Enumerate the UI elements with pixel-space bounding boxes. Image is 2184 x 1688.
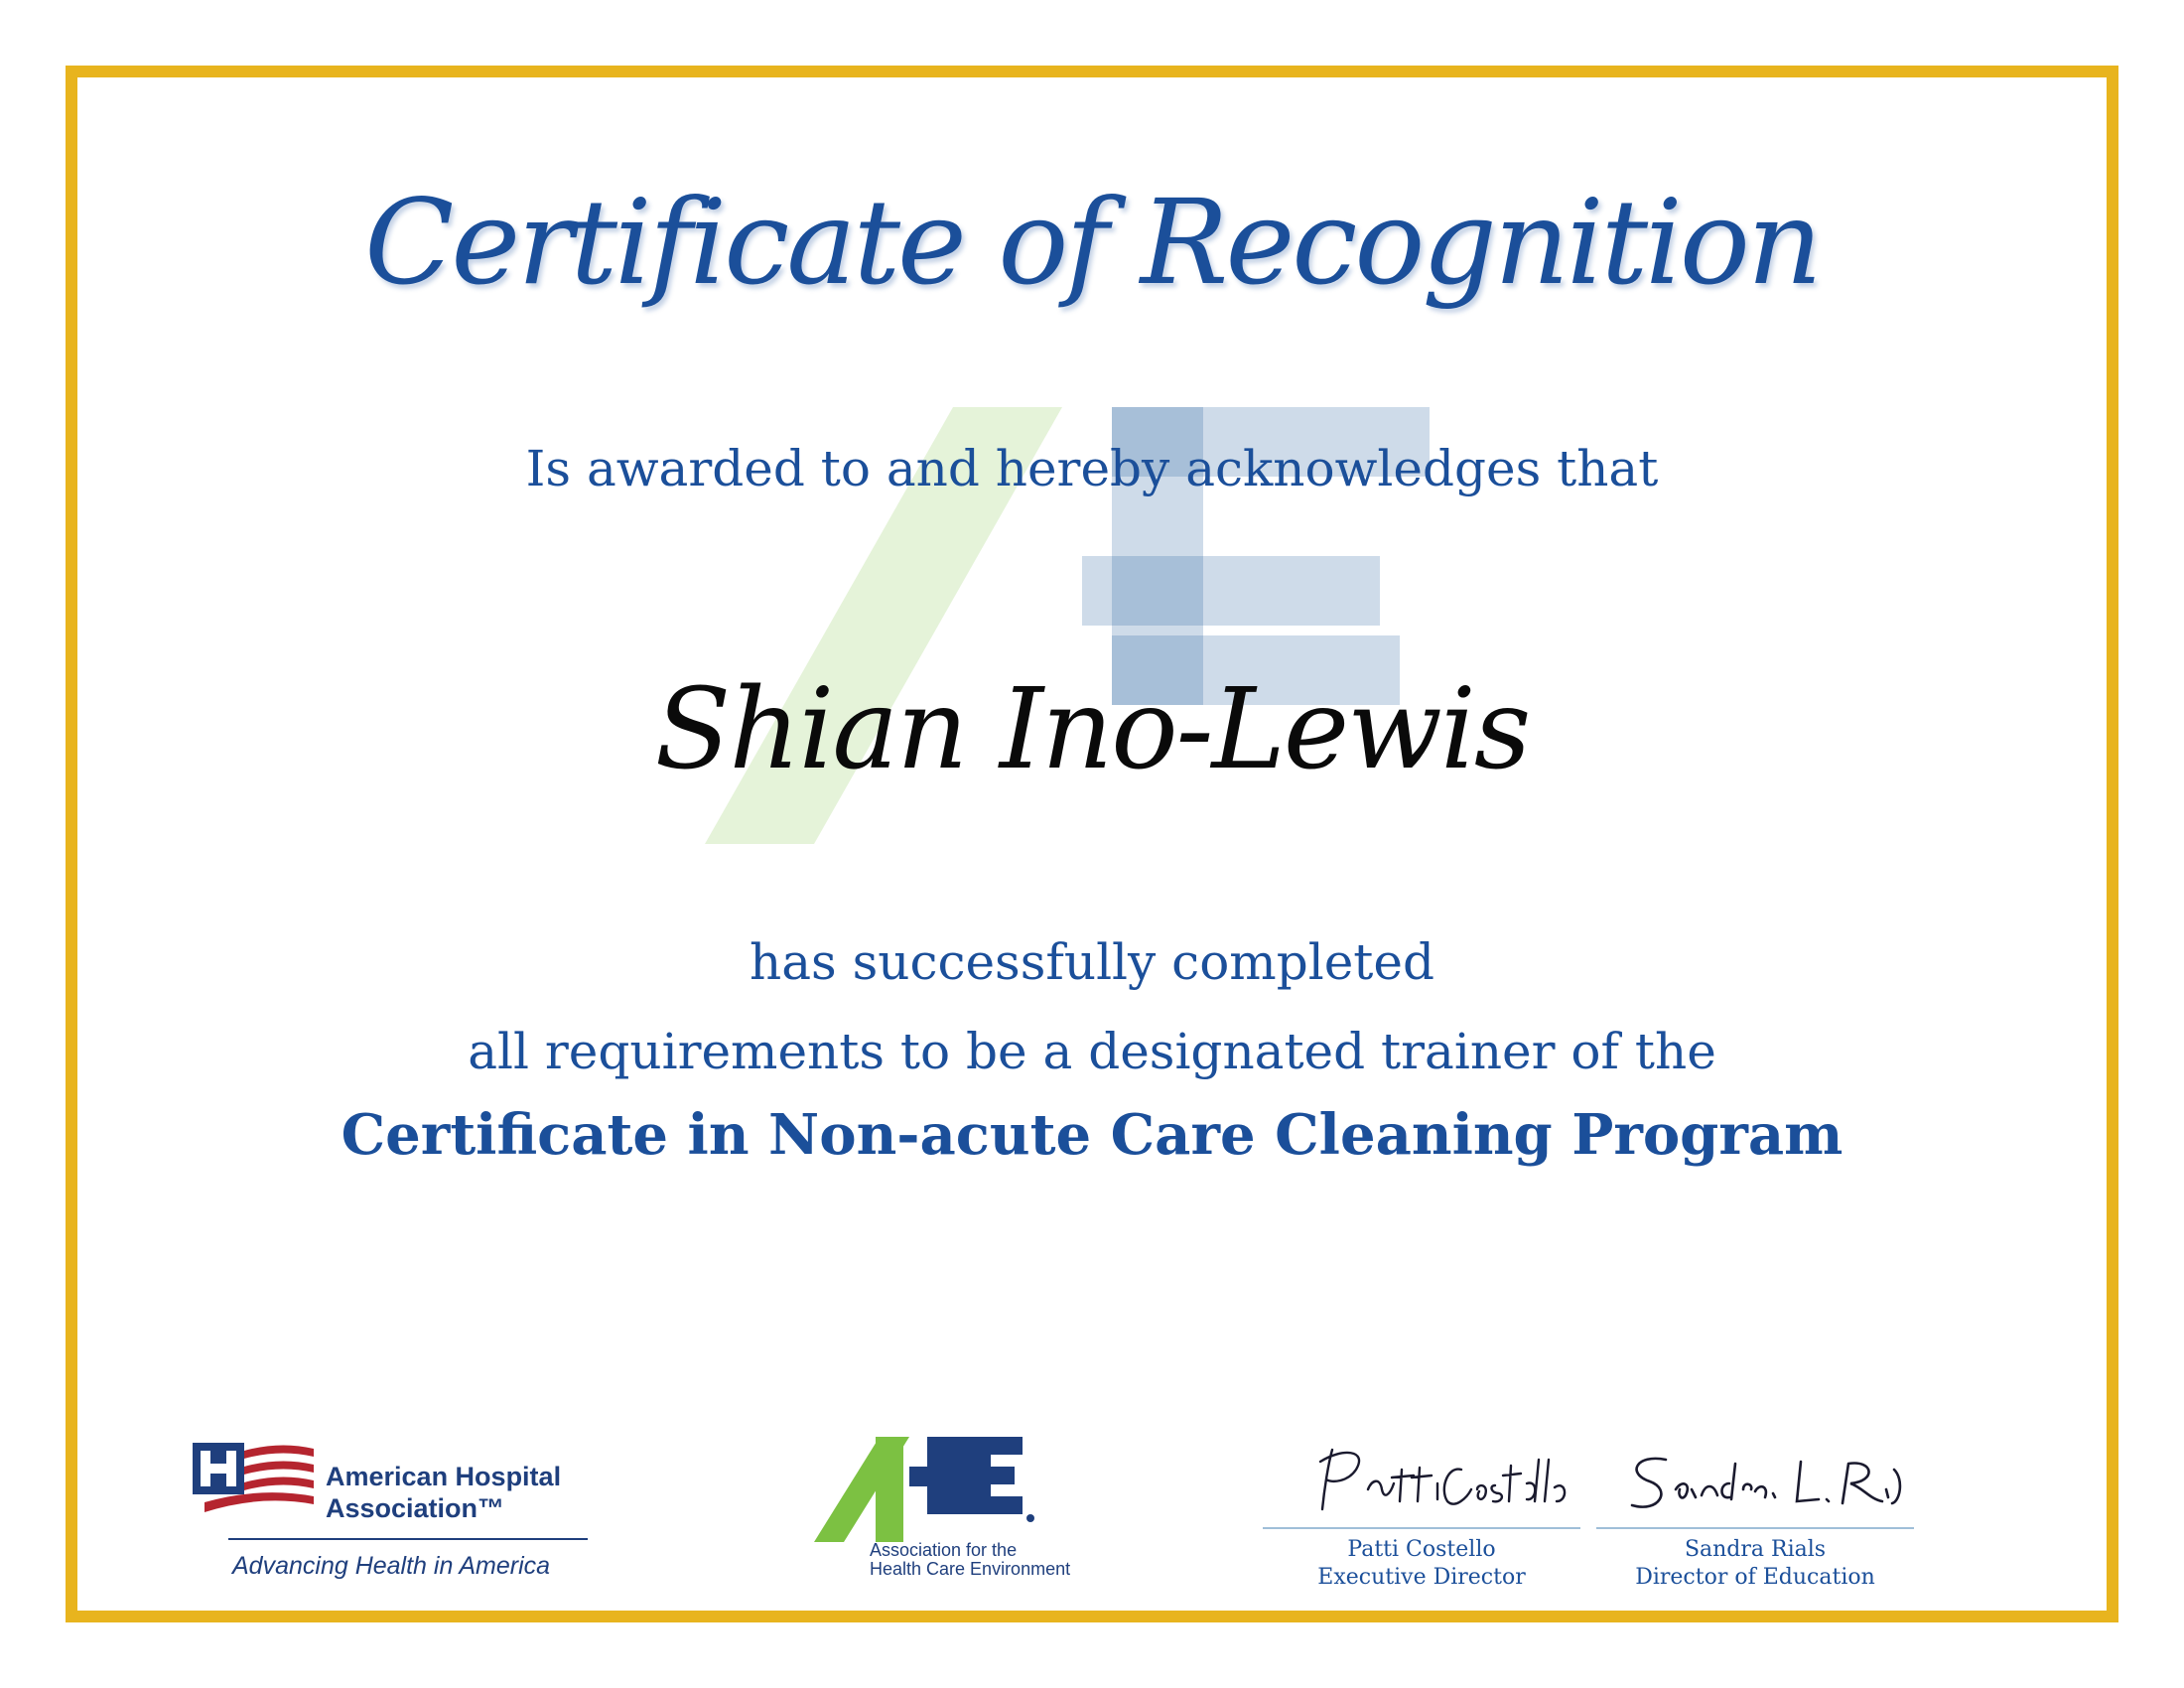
- program-name: Certificate in Non-acute Care Cleaning Program: [341, 1102, 1843, 1168]
- ahe-logo-block: [814, 1415, 1102, 1599]
- aha-name-line2: Association™: [326, 1493, 505, 1523]
- aha-h-flag-icon: [191, 1441, 318, 1520]
- signatory-name: Patti Costello: [1347, 1537, 1496, 1562]
- recipient-name: Shian Ino-Lewis: [654, 665, 1530, 794]
- certificate-title: Certificate of Recognition: [364, 174, 1820, 311]
- aha-logo-block: [189, 1435, 606, 1594]
- signature-block-patti: [1263, 1440, 1580, 1599]
- ahe-name-line1: Association for the: [870, 1540, 1018, 1560]
- ahe-name-line2: Health Care Environment: [870, 1559, 1071, 1579]
- signature-patti-costello: [1273, 1440, 1570, 1523]
- aha-tagline: Advancing Health in America: [232, 1552, 551, 1580]
- signatory-title: Executive Director: [1317, 1565, 1526, 1590]
- signature-line: [1263, 1527, 1580, 1529]
- aha-divider: [228, 1538, 588, 1540]
- signature-block-sandra: [1596, 1440, 1914, 1599]
- signatory-title: Director of Education: [1635, 1565, 1875, 1590]
- signature-sandra-rials: [1606, 1440, 1904, 1523]
- aha-name: [326, 1461, 561, 1524]
- award-line: Is awarded to and hereby acknowledges that: [525, 440, 1659, 497]
- signatory-name: Sandra Rials: [1684, 1537, 1827, 1562]
- completed-line: has successfully completed: [750, 933, 1434, 991]
- requirements-line: all requirements to be a designated trainer of the: [468, 1023, 1716, 1080]
- ahe-name: [870, 1541, 1070, 1579]
- aha-name-line1: American Hospital: [326, 1462, 562, 1491]
- signature-line: [1596, 1527, 1914, 1529]
